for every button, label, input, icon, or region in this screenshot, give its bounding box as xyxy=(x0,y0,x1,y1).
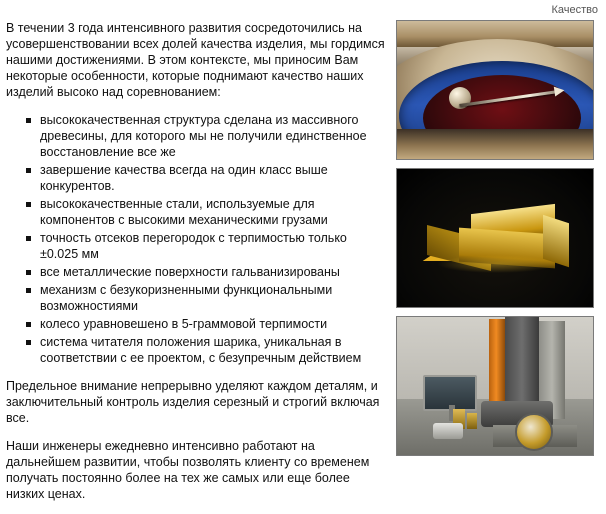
list-item: завершение качества всегда на один класс выше конкурентов. xyxy=(40,162,388,194)
paragraph-3: Наши инженеры ежедневно интенсивно работают на дальнейшем развитии, чтобы позволять клиенту со временем получать постоянно более на тех же самых или еще более низких ценах. xyxy=(6,439,370,501)
image-column xyxy=(396,20,606,456)
text-column xyxy=(0,20,396,514)
list-item: механизм с безукоризненными функциональными возможностиями xyxy=(40,282,388,314)
list-item: все металлические поверхности гальванизированы xyxy=(40,264,388,280)
machine-metal-puck xyxy=(433,423,463,439)
list-item: колесо уравновешено в 5-граммовой терпимости xyxy=(40,316,388,332)
intro-paragraph: В течении 3 года интенсивного развития сосредоточились на усовершенствовании всех долей качества изделия, мы гордимся нашими достижениями. В этом контексте, мы приносим Вам некоторые особенности, которые поднимают качество наших изделий высоко над соревнованием: xyxy=(6,21,385,99)
list-item: высококачественные стали, используемые для компонентов с высокими механическими грузами xyxy=(40,196,388,228)
list-item: точность отсеков перегородок с терпимостью только ±0.025 мм xyxy=(40,230,388,262)
gold-object-photo xyxy=(396,168,594,308)
features-list xyxy=(6,112,388,366)
list-item: система читателя положения шарика, уникальная в соответствии с ее проектом, с безупречным действием xyxy=(40,334,388,366)
measuring-machine-photo xyxy=(396,316,594,456)
roulette-wheel-photo xyxy=(396,20,594,160)
list-item: высококачественная структура сделана из массивного древесины, для которого мы не получили единственное восстановление все же xyxy=(40,112,388,160)
machine-gold-part-secondary xyxy=(467,413,477,429)
content-area xyxy=(0,20,606,501)
paragraph-2: Предельное внимание непрерывно уделяют каждом деталям, и заключительный контроль изделия серезный и строгий включая все. xyxy=(6,379,380,425)
machine-wheel xyxy=(515,413,553,451)
page-header xyxy=(551,4,598,16)
page-title: Качество xyxy=(551,4,598,16)
wheel-wood-bottom xyxy=(397,129,594,159)
gold-reflection xyxy=(437,255,557,273)
